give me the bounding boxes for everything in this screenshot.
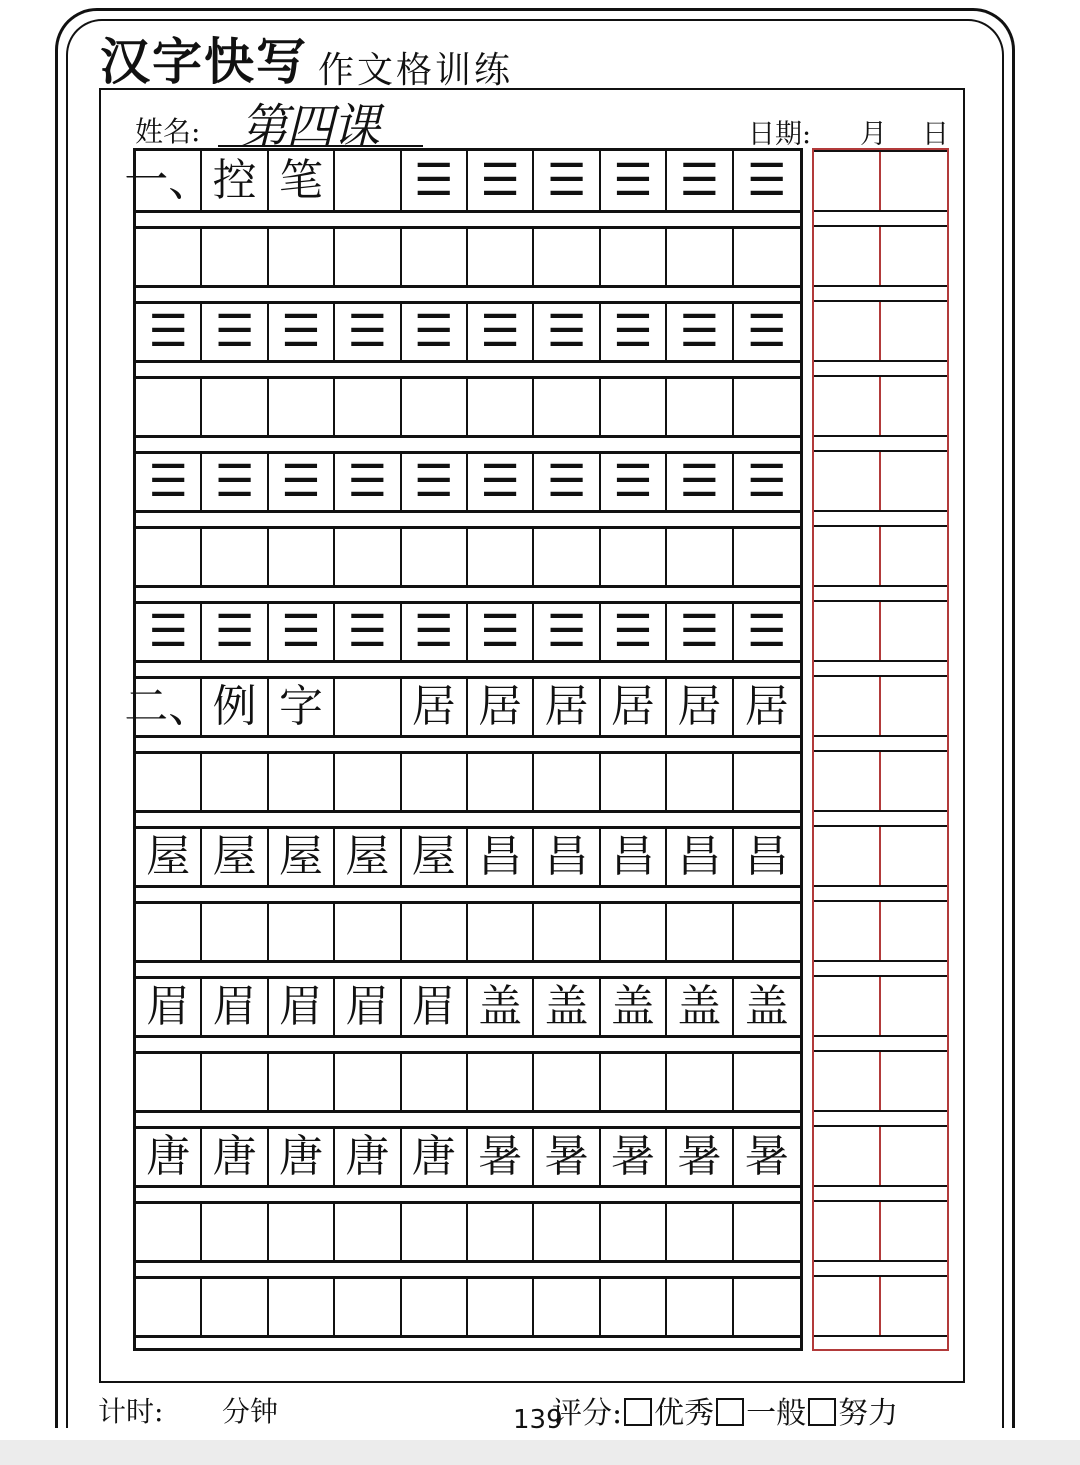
- grid-cell[interactable]: [136, 754, 202, 810]
- grid-cell[interactable]: [468, 1054, 534, 1110]
- grid-cell[interactable]: [402, 904, 468, 960]
- writing-grid: [124, 148, 803, 1351]
- grid-cell[interactable]: [468, 379, 534, 435]
- grid-cell[interactable]: [468, 1279, 534, 1335]
- grid-cell[interactable]: [402, 754, 468, 810]
- grid-cell[interactable]: [269, 1204, 335, 1260]
- grid-cell[interactable]: [335, 151, 401, 210]
- grid-cell[interactable]: [402, 529, 468, 585]
- grid-cell[interactable]: [269, 1279, 335, 1335]
- grid-cell[interactable]: ☰: [468, 604, 534, 660]
- margin-cell[interactable]: [814, 452, 881, 510]
- margin-cell[interactable]: [814, 677, 881, 735]
- margin-row: [814, 225, 947, 287]
- margin-cell[interactable]: [814, 1202, 881, 1260]
- grid-cell[interactable]: ☰: [534, 304, 600, 360]
- grid-cell[interactable]: [667, 904, 733, 960]
- grid-cell[interactable]: [601, 229, 667, 285]
- grid-cell[interactable]: 眉: [335, 979, 401, 1035]
- grid-cell[interactable]: [468, 229, 534, 285]
- grid-row: [136, 1201, 800, 1263]
- grid-cell[interactable]: ☰: [468, 304, 534, 360]
- grid-cell[interactable]: [202, 1054, 268, 1110]
- grid-cell[interactable]: 暑: [468, 1129, 534, 1185]
- grid-cell[interactable]: [335, 1054, 401, 1110]
- grid-cell[interactable]: [335, 1279, 401, 1335]
- checkbox-average[interactable]: [716, 1398, 744, 1426]
- grid-cell[interactable]: [136, 229, 202, 285]
- grid-row: [136, 526, 800, 588]
- grid-cell[interactable]: 唐: [136, 1129, 202, 1185]
- grid-cell[interactable]: 盖: [534, 979, 600, 1035]
- grid-cell[interactable]: 二、: [136, 679, 202, 735]
- grid-cell[interactable]: 笔: [269, 151, 335, 210]
- grid-cell[interactable]: 昌: [468, 829, 534, 885]
- grid-cell[interactable]: [468, 754, 534, 810]
- grid-cell[interactable]: 盖: [667, 979, 733, 1035]
- grid-row: [136, 376, 800, 438]
- grid-cell[interactable]: [601, 1279, 667, 1335]
- grid-cell[interactable]: 暑: [534, 1129, 600, 1185]
- grid-cell[interactable]: 屋: [269, 829, 335, 885]
- grid-cell[interactable]: ☰: [136, 454, 202, 510]
- margin-cell[interactable]: [814, 1052, 881, 1110]
- grid-cell[interactable]: [402, 229, 468, 285]
- grid-cell[interactable]: [136, 904, 202, 960]
- grid-cell[interactable]: ☰: [136, 604, 202, 660]
- margin-row: [814, 375, 947, 437]
- grid-cell[interactable]: ☰: [746, 154, 787, 206]
- grid-row: [136, 976, 800, 1038]
- grid-cell[interactable]: 唐: [269, 1129, 335, 1185]
- grid-cell[interactable]: 唐: [335, 1129, 401, 1185]
- practice-margin-grid: [812, 148, 949, 1351]
- grid-cell[interactable]: ☰: [601, 304, 667, 360]
- grid-cell[interactable]: ☰: [534, 151, 600, 210]
- grid-cell[interactable]: 屋: [202, 829, 268, 885]
- grid-cell[interactable]: [335, 754, 401, 810]
- grid-cell[interactable]: 唐: [402, 1129, 468, 1185]
- margin-row: [814, 525, 947, 587]
- grid-cell[interactable]: ☰: [136, 304, 202, 360]
- grid-cell[interactable]: [534, 904, 600, 960]
- grid-cell[interactable]: ☰: [534, 604, 600, 660]
- margin-cell[interactable]: [814, 752, 881, 810]
- grid-cell[interactable]: ☰: [402, 151, 468, 210]
- grid-cell[interactable]: [534, 229, 600, 285]
- page-title: 汉字快写: [100, 33, 308, 91]
- grid-cell[interactable]: [734, 1279, 800, 1335]
- grid-cell[interactable]: 昌: [601, 829, 667, 885]
- grid-cell[interactable]: ☰: [746, 456, 787, 507]
- margin-cell[interactable]: [814, 1277, 881, 1335]
- grid-cell[interactable]: [667, 379, 733, 435]
- grid-cell[interactable]: ☰: [468, 151, 534, 210]
- grid-cell[interactable]: ☰: [202, 604, 268, 660]
- grid-cell[interactable]: [136, 1054, 202, 1110]
- margin-cell[interactable]: [814, 227, 881, 285]
- grid-cell[interactable]: [468, 1204, 534, 1260]
- grid-row: [136, 601, 800, 663]
- grid-cell[interactable]: [468, 529, 534, 585]
- grid-cell[interactable]: [601, 379, 667, 435]
- grid-cell[interactable]: [335, 904, 401, 960]
- grid-cell[interactable]: 居: [601, 679, 667, 735]
- grid-cell[interactable]: ☰: [601, 454, 667, 510]
- margin-cell[interactable]: [881, 527, 948, 585]
- grid-cell[interactable]: [269, 904, 335, 960]
- grid-cell[interactable]: [202, 1279, 268, 1335]
- grid-row: [136, 751, 800, 813]
- margin-cell[interactable]: [814, 302, 881, 360]
- grid-cell[interactable]: ☰: [667, 604, 733, 660]
- grid-row: [124, 151, 800, 213]
- grid-cell[interactable]: [335, 1204, 401, 1260]
- grid-cell[interactable]: [667, 1204, 733, 1260]
- grid-cell[interactable]: [136, 379, 202, 435]
- grid-cell[interactable]: [136, 1204, 202, 1260]
- name-label: 姓名:: [135, 115, 201, 148]
- grid-cell[interactable]: [202, 754, 268, 810]
- margin-cell[interactable]: [881, 752, 948, 810]
- grid-row: [136, 451, 800, 513]
- grid-cell[interactable]: 屋: [136, 829, 202, 885]
- grid-cell[interactable]: ☰: [746, 606, 787, 657]
- margin-cell[interactable]: [814, 827, 881, 885]
- margin-cell[interactable]: [814, 1127, 881, 1185]
- grid-cell[interactable]: ☰: [667, 151, 733, 210]
- grid-cell[interactable]: 屋: [402, 829, 468, 885]
- margin-cell[interactable]: [881, 902, 948, 960]
- option-average: 一般: [746, 1396, 807, 1431]
- grid-cell[interactable]: ☰: [601, 604, 667, 660]
- grid-cell[interactable]: ☰: [335, 304, 401, 360]
- grid-cell[interactable]: 眉: [202, 979, 268, 1035]
- grid-cell[interactable]: [667, 1279, 733, 1335]
- grid-cell[interactable]: 眉: [402, 979, 468, 1035]
- grid-cell[interactable]: 暑: [744, 1131, 789, 1182]
- grid-cell[interactable]: [269, 529, 335, 585]
- grid-cell[interactable]: 屋: [335, 829, 401, 885]
- grid-cell[interactable]: 昌: [667, 829, 733, 885]
- margin-row: [814, 900, 947, 962]
- grid-row: [136, 301, 800, 363]
- grid-cell[interactable]: [402, 1279, 468, 1335]
- margin-cell[interactable]: [881, 827, 948, 885]
- grid-cell[interactable]: 居: [468, 679, 534, 735]
- grid-cell[interactable]: ☰: [269, 604, 335, 660]
- grid-cell[interactable]: 暑: [601, 1129, 667, 1185]
- margin-cell[interactable]: [881, 977, 948, 1035]
- grid-cell[interactable]: 盖: [601, 979, 667, 1035]
- grid-cell[interactable]: 昌: [534, 829, 600, 885]
- grid-cell[interactable]: ☰: [601, 151, 667, 210]
- grid-cell[interactable]: [534, 754, 600, 810]
- margin-cell[interactable]: [881, 152, 948, 210]
- grid-row: [124, 676, 800, 738]
- margin-cell[interactable]: [814, 602, 881, 660]
- grid-cell[interactable]: [667, 229, 733, 285]
- grid-cell[interactable]: [202, 379, 268, 435]
- margin-row: [814, 975, 947, 1037]
- date-label: 日期:: [748, 119, 812, 150]
- grid-cell[interactable]: 昌: [744, 831, 789, 882]
- margin-row: [814, 1050, 947, 1112]
- grid-cell[interactable]: [667, 754, 733, 810]
- margin-cell[interactable]: [881, 452, 948, 510]
- grid-cell[interactable]: [402, 379, 468, 435]
- grid-cell[interactable]: [269, 229, 335, 285]
- margin-cell[interactable]: [814, 377, 881, 435]
- grid-cell[interactable]: ☰: [746, 306, 787, 357]
- grid-cell[interactable]: ☰: [534, 454, 600, 510]
- grid-cell[interactable]: [601, 529, 667, 585]
- margin-cell[interactable]: [814, 902, 881, 960]
- margin-row: [814, 825, 947, 887]
- grid-cell[interactable]: [335, 679, 401, 735]
- grid-row: [136, 1126, 800, 1188]
- grid-cell[interactable]: ☰: [667, 304, 733, 360]
- grid-cell[interactable]: [402, 1204, 468, 1260]
- grid-cell[interactable]: ☰: [402, 304, 468, 360]
- grid-cell[interactable]: [534, 379, 600, 435]
- grid-cell[interactable]: 盖: [744, 981, 789, 1032]
- grid-cell[interactable]: [534, 529, 600, 585]
- margin-row: [814, 300, 947, 362]
- grid-cell[interactable]: 居: [744, 681, 789, 732]
- grid-cell[interactable]: ☰: [667, 454, 733, 510]
- grid-cell[interactable]: ☰: [202, 304, 268, 360]
- grid-cell[interactable]: [667, 529, 733, 585]
- grid-row: [136, 1051, 800, 1113]
- grid-cell[interactable]: [734, 904, 800, 960]
- name-value: 第四课: [240, 99, 379, 155]
- grid-cell[interactable]: [136, 529, 202, 585]
- grid-cell[interactable]: [269, 754, 335, 810]
- checkbox-effort[interactable]: [808, 1398, 836, 1426]
- grid-cell[interactable]: 眉: [269, 979, 335, 1035]
- grid-cell[interactable]: [734, 1054, 800, 1110]
- grid-cell[interactable]: [202, 529, 268, 585]
- grid-cell[interactable]: ☰: [269, 454, 335, 510]
- grid-cell[interactable]: [734, 1204, 800, 1260]
- grid-cell[interactable]: [734, 754, 800, 810]
- grid-cell[interactable]: [601, 754, 667, 810]
- grid-cell[interactable]: [335, 379, 401, 435]
- margin-row: [814, 1200, 947, 1262]
- grid-cell[interactable]: [734, 229, 800, 285]
- date-month-label: 月: [860, 119, 887, 150]
- grid-row: [136, 1276, 800, 1338]
- grid-cell[interactable]: 字: [269, 679, 335, 735]
- checkbox-excellent[interactable]: [624, 1398, 652, 1426]
- minutes-label: 分钟: [222, 1395, 279, 1428]
- grid-cell[interactable]: [734, 379, 800, 435]
- margin-row: [814, 1125, 947, 1187]
- grid-cell[interactable]: [601, 1054, 667, 1110]
- margin-cell[interactable]: [881, 302, 948, 360]
- page-number: 139: [513, 1405, 563, 1435]
- grid-cell[interactable]: [202, 904, 268, 960]
- margin-cell[interactable]: [881, 1202, 948, 1260]
- grid-cell[interactable]: ☰: [335, 604, 401, 660]
- grid-cell[interactable]: ☰: [402, 454, 468, 510]
- grid-cell[interactable]: 例: [202, 679, 268, 735]
- margin-cell[interactable]: [814, 977, 881, 1035]
- grid-cell[interactable]: [269, 1054, 335, 1110]
- grid-cell[interactable]: [202, 1204, 268, 1260]
- grid-cell[interactable]: ☰: [402, 604, 468, 660]
- margin-row: [814, 600, 947, 662]
- margin-cell[interactable]: [881, 677, 948, 735]
- grid-cell[interactable]: [202, 229, 268, 285]
- grid-cell[interactable]: [601, 904, 667, 960]
- grid-cell[interactable]: [667, 1054, 733, 1110]
- margin-row: [814, 750, 947, 812]
- grid-cell[interactable]: [335, 229, 401, 285]
- margin-cell[interactable]: [881, 377, 948, 435]
- margin-row: [814, 150, 947, 212]
- grid-cell[interactable]: [136, 1279, 202, 1335]
- grid-cell[interactable]: 居: [534, 679, 600, 735]
- margin-cell[interactable]: [881, 602, 948, 660]
- grid-cell[interactable]: [335, 529, 401, 585]
- grid-cell[interactable]: 盖: [468, 979, 534, 1035]
- grid-cell[interactable]: 居: [402, 679, 468, 735]
- grid-cell[interactable]: [402, 1054, 468, 1110]
- grid-cell[interactable]: [534, 1279, 600, 1335]
- date-day-label: 日: [922, 119, 949, 150]
- margin-row: [814, 450, 947, 512]
- margin-cell[interactable]: [881, 227, 948, 285]
- grid-row: [136, 826, 800, 888]
- grid-cell[interactable]: 一、: [136, 151, 202, 210]
- margin-cell[interactable]: [881, 1127, 948, 1185]
- grid-cell[interactable]: [601, 1204, 667, 1260]
- grid-cell[interactable]: 唐: [202, 1129, 268, 1185]
- grid-cell[interactable]: 暑: [667, 1129, 733, 1185]
- grid-cell[interactable]: 眉: [136, 979, 202, 1035]
- option-effort: 努力: [838, 1396, 899, 1431]
- grid-row: [136, 226, 800, 288]
- page-subtitle: 作文格训练: [318, 50, 514, 91]
- margin-cell[interactable]: [814, 527, 881, 585]
- grid-cell[interactable]: [269, 379, 335, 435]
- grid-cell[interactable]: [534, 1054, 600, 1110]
- margin-cell[interactable]: [881, 1277, 948, 1335]
- grid-cell[interactable]: ☰: [335, 454, 401, 510]
- grid-cell[interactable]: ☰: [269, 304, 335, 360]
- timer-label: 计时:: [98, 1395, 164, 1428]
- grid-cell[interactable]: ☰: [202, 454, 268, 510]
- margin-cell[interactable]: [881, 1052, 948, 1110]
- score-section: [552, 1388, 898, 1432]
- grid-cell[interactable]: 居: [667, 679, 733, 735]
- option-excellent: 优秀: [654, 1396, 715, 1431]
- grid-cell[interactable]: 控: [202, 151, 268, 210]
- score-label: 评分:: [552, 1396, 623, 1431]
- grid-cell[interactable]: [468, 904, 534, 960]
- grid-row: [136, 901, 800, 963]
- margin-row: [814, 1275, 947, 1337]
- grid-cell[interactable]: [534, 1204, 600, 1260]
- grid-cell[interactable]: ☰: [468, 454, 534, 510]
- margin-row: [814, 675, 947, 737]
- grid-cell[interactable]: [734, 529, 800, 585]
- margin-cell[interactable]: [814, 152, 881, 210]
